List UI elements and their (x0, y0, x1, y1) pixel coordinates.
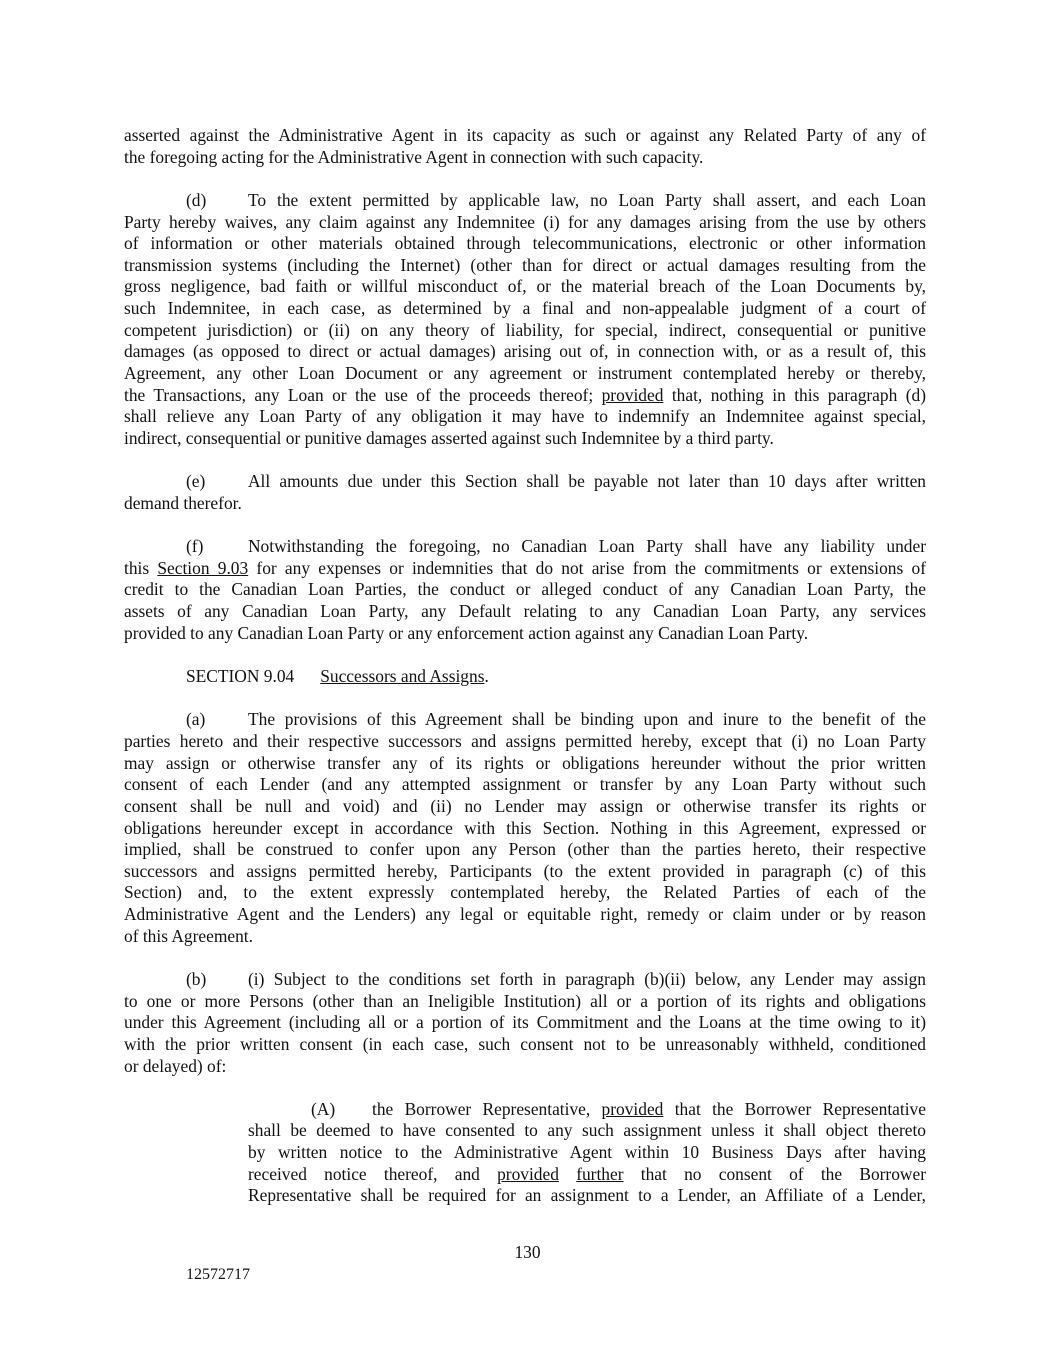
text-segment: such Indemnitee, in each case, as determined by a final and non-appealable judgment of a court of (124, 298, 926, 319)
document-body (124, 125, 926, 1229)
paragraph-label: (d) (186, 189, 207, 210)
text-line (124, 320, 926, 342)
text-segment: Representative shall be required for an assignment to a Lender, an Affiliate of a Lender, (248, 1185, 926, 1206)
paragraph (124, 536, 926, 644)
text-line (124, 298, 926, 320)
text-segment: transmission systems (including the Internet) (other than for direct or actual damages resulting from the (124, 254, 926, 275)
text-segment: by written notice to the Administrative Agent within 10 Business Days after having (248, 1142, 926, 1163)
text-segment: shall be deemed to have consented to any such assignment unless it shall object thereto (248, 1120, 926, 1141)
text-segment: or delayed) of: (124, 1055, 227, 1076)
text-line (124, 471, 926, 493)
text-line (124, 818, 926, 840)
text-segment: that, nothing in this paragraph (d) (663, 384, 926, 405)
text-line (248, 1120, 926, 1142)
text-segment: credit to the Canadian Loan Parties, the conduct or alleged conduct of any Canadian Loan Party, the (124, 579, 926, 600)
paragraph (124, 471, 926, 514)
section-heading (124, 666, 926, 688)
text-segment: competent jurisdiction) or (ii) on any theory of liability, for special, indirect, consequential or punitive (124, 319, 926, 340)
text-line (124, 558, 926, 580)
text-line (248, 1142, 926, 1164)
text-segment: shall relieve any Loan Party of any obligation it may have to indemnify an Indemnitee against special, (124, 406, 926, 427)
text-segment: Section) and, to the extent expressly contemplated hereby, the Related Parties of each of the (124, 882, 926, 903)
text-line (124, 341, 926, 363)
text-segment: parties hereto and their respective successors and assigns permitted hereby, except that (i) no Loan Party (124, 730, 926, 751)
text-segment: Notwithstanding the foregoing, no Canadian Loan Party shall have any liability under (248, 536, 926, 557)
text-line (124, 623, 926, 645)
page-number: 130 (514, 1242, 541, 1262)
text-segment: Party hereby waives, any claim against any Indemnitee (i) for any damages arising from the use by others (124, 211, 926, 232)
text-line (124, 709, 926, 731)
text-line (124, 904, 926, 926)
text-segment: Agreement, any other Loan Document or any agreement or instrument contemplated hereby or thereby, (124, 363, 926, 384)
text-segment: implied, shall be construed to confer upon any Person (other than the parties hereto, their respective (124, 839, 926, 860)
underlined-term: provided (601, 1098, 664, 1119)
text-line (124, 969, 926, 991)
text-segment: the Borrower Representative, (372, 1098, 602, 1119)
text-line (124, 536, 926, 558)
text-segment: consent shall be null and void) and (ii) no Lender may assign or otherwise transfer its rights or (124, 795, 926, 816)
text-segment: provided to any Canadian Loan Party or any enforcement action against any Canadian Loan Party. (124, 622, 809, 643)
section-number: SECTION 9.04 (186, 666, 295, 687)
text-line (124, 255, 926, 277)
text-segment: of this Agreement. (124, 925, 253, 946)
text-line (124, 579, 926, 601)
text-line (124, 125, 926, 147)
text-line (248, 1185, 926, 1207)
text-line (124, 753, 926, 775)
text-segment: The provisions of this Agreement shall be binding upon and inure to the benefit of the (248, 709, 926, 730)
text-segment: assets of any Canadian Loan Party, any Default relating to any Canadian Loan Party, any services (124, 601, 926, 622)
text-line (248, 1099, 926, 1121)
paragraph (124, 969, 926, 1077)
text-segment (559, 1164, 576, 1184)
text-line (124, 796, 926, 818)
paragraph (124, 125, 926, 168)
text-line (124, 1056, 926, 1078)
paragraph-label: (f) (186, 536, 204, 557)
text-line (124, 212, 926, 234)
text-line (124, 774, 926, 796)
text-segment: this (124, 557, 158, 578)
text-line (124, 882, 926, 904)
text-line (124, 147, 926, 169)
text-line (124, 385, 926, 407)
text-line (124, 190, 926, 212)
paragraph (124, 709, 926, 947)
underlined-term: further (576, 1163, 624, 1184)
paragraph (124, 190, 926, 450)
text-line (124, 666, 926, 688)
text-segment: gross negligence, bad faith or willful misconduct of, or the material breach of the Loan Documents by, (124, 276, 926, 297)
text-segment: the Transactions, any Loan or the use of the proceeds thereof; (124, 384, 602, 405)
underlined-term: Section 9.03 (157, 557, 249, 578)
underlined-term: Successors and Assigns (320, 666, 485, 687)
text-line (124, 991, 926, 1013)
text-segment: to one or more Persons (other than an Ineligible Institution) all or a portion of its rights and obligations (124, 990, 926, 1011)
text-segment: All amounts due under this Section shall be payable not later than 10 days after written (248, 471, 926, 492)
text-line (124, 493, 926, 515)
text-segment: of information or other materials obtained through telecommunications, electronic or other information (124, 233, 926, 254)
text-segment: indirect, consequential or punitive damages asserted against such Indemnitee by a third party. (124, 427, 774, 448)
text-segment: damages (as opposed to direct or actual damages) arising out of, in connection with, or as a result of, this (124, 341, 926, 362)
text-segment: To the extent permitted by applicable law, no Loan Party shall assert, and each Loan (248, 189, 926, 210)
text-segment: asserted against the Administrative Agent in its capacity as such or against any Related Party of any of (124, 125, 926, 145)
text-segment: the foregoing acting for the Administrative Agent in connection with such capacity. (124, 146, 704, 167)
text-line (124, 363, 926, 385)
text-segment: received notice thereof, and (248, 1163, 498, 1184)
text-segment: with the prior written consent (in each case, such consent not to be unreasonably withheld, conditioned (124, 1033, 926, 1054)
text-line (124, 233, 926, 255)
text-line (124, 839, 926, 861)
paragraph-label: (e) (186, 471, 206, 492)
text-line (124, 926, 926, 948)
text-line (124, 601, 926, 623)
text-line (124, 1034, 926, 1056)
text-segment: obligations hereunder except in accordance with this Section. Nothing in this Agreement, expressed or (124, 817, 926, 838)
document-id: 12572717 (186, 1266, 250, 1283)
text-line (124, 276, 926, 298)
text-line (124, 1012, 926, 1034)
text-segment: consent of each Lender (and any attempted assignment or transfer by any Loan Party without such (124, 774, 926, 795)
text-segment: under this Agreement (including all or a portion of its Commitment and the Loans at the time owing to it) (124, 1012, 926, 1033)
text-segment: may assign or otherwise transfer any of its rights or obligations hereunder without the prior written (124, 752, 926, 773)
text-segment: . (484, 666, 489, 687)
text-segment: for any expenses or indemnities that do not arise from the commitments or extensions of (248, 557, 926, 578)
paragraph-label: (a) (186, 709, 206, 730)
text-line (124, 731, 926, 753)
text-segment: (i) Subject to the conditions set forth in paragraph (b)(ii) below, any Lender may assign (248, 968, 926, 989)
text-segment: Administrative Agent and the Lenders) any legal or equitable right, remedy or claim under or by reason (124, 904, 926, 925)
paragraph-label: (A) (311, 1098, 336, 1119)
paragraph-label: (b) (186, 968, 207, 989)
underlined-term: provided (601, 384, 664, 405)
text-segment: successors and assigns permitted hereby, Participants (to the extent provided in paragraph (c) of this (124, 860, 926, 881)
text-segment: that no consent of the Borrower (623, 1163, 926, 1184)
text-line (248, 1164, 926, 1186)
text-line (124, 406, 926, 428)
paragraph (248, 1099, 926, 1207)
text-line (124, 428, 926, 450)
text-line (124, 861, 926, 883)
text-segment: that the Borrower Representative (663, 1098, 926, 1119)
text-segment: demand therefor. (124, 492, 242, 513)
underlined-term: provided (497, 1163, 559, 1184)
